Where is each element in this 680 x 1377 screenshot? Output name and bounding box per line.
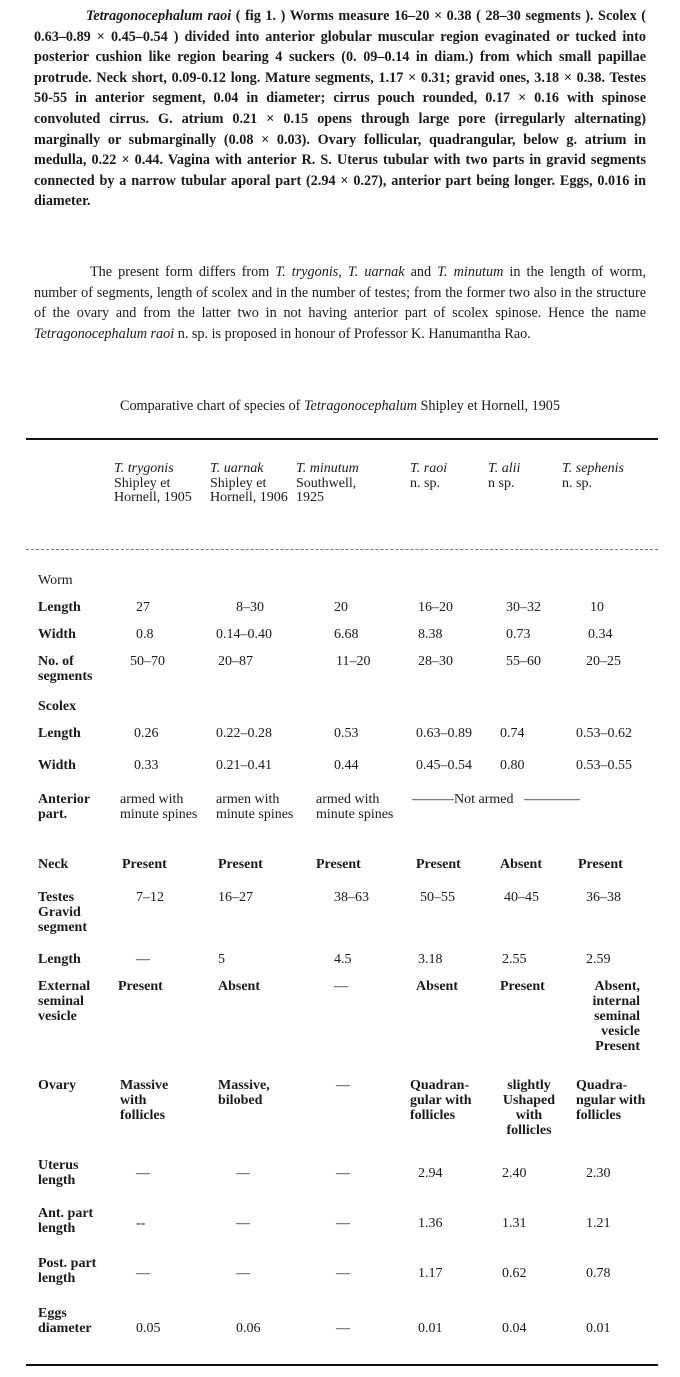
comparison-paragraph <box>34 262 646 344</box>
table-cell: 0.74 <box>500 726 525 741</box>
table-cell: Absent, internal seminal vesicle Present <box>592 979 640 1054</box>
row-label: Post. part length <box>38 1256 97 1286</box>
table-cell: — <box>334 979 348 994</box>
row-label: Ant. part length <box>38 1206 94 1236</box>
row-label: Width <box>38 758 76 773</box>
table-cell-span: ———Not armed ———— <box>412 792 580 807</box>
table-cell: 16–27 <box>218 890 253 905</box>
table-cell: 0.78 <box>586 1266 611 1281</box>
table-cell: Massive with follicles <box>120 1078 169 1123</box>
header-divider <box>26 549 658 550</box>
section-label: Worm <box>38 573 73 588</box>
table-cell: 2.94 <box>418 1166 443 1181</box>
table-cell: 55–60 <box>506 654 541 669</box>
table-cell: 20–87 <box>218 654 253 669</box>
comparison-text: and <box>404 264 438 280</box>
table-cell: 8.38 <box>418 627 443 642</box>
column-header: T. sephenis n. sp. <box>562 461 624 491</box>
table-cell: 50–55 <box>420 890 455 905</box>
table-cell: 2.30 <box>586 1166 611 1181</box>
table-cell: 16–20 <box>418 600 453 615</box>
row-label: Ovary <box>38 1078 77 1093</box>
table-cell: Present <box>122 857 167 872</box>
table-cell: slightly Ushaped with follicles <box>502 1078 556 1138</box>
table-cell: — <box>336 1216 350 1231</box>
table-cell: Absent <box>416 979 459 994</box>
table-cell: Present <box>316 857 361 872</box>
row-label: Uterus length <box>38 1158 79 1188</box>
column-header: T. raoi n. sp. <box>410 461 448 491</box>
comparison-text: n. sp. is proposed in honour of Professor K. Hanumantha Rao. <box>174 325 531 342</box>
table-cell: 2.59 <box>586 952 611 967</box>
table-top-rule <box>26 438 658 440</box>
table-cell: 0.01 <box>586 1321 611 1336</box>
table-cell: 0.80 <box>500 758 525 773</box>
table-cell: 50–70 <box>130 654 165 669</box>
table-cell: 0.06 <box>236 1321 261 1336</box>
table-cell: 0.05 <box>136 1321 161 1336</box>
table-cell: — <box>336 1266 350 1281</box>
table-cell: 1.21 <box>586 1216 611 1231</box>
comparison-text: in the length of worm, number of segments, length of scolex and in the number of testes; from the former two also in the structure of the ovary and from the latter two in not having anterior part of scolex spinose. Hence the name <box>34 264 646 322</box>
table-cell: 30–32 <box>506 600 541 615</box>
row-label: Neck <box>38 857 69 872</box>
table-cell: 0.04 <box>502 1321 527 1336</box>
species-ref: Tetragonocephalum raoi <box>34 325 175 342</box>
table-cell: — <box>136 952 150 967</box>
table-cell: 0.62 <box>502 1266 527 1281</box>
table-bottom-rule <box>26 1364 658 1366</box>
row-label: No. of segments <box>38 654 93 684</box>
table-cell: Quadran- gular with follicles <box>410 1078 472 1123</box>
description-text: ( fig 1. ) Worms measure 16–20 × 0.38 ( 28–30 segments ). Scolex ( 0.63–0.89 × 0.45–0.54 ) divided into anterior globular muscular region evaginated or tucked into posterior cushion like region bearing 4 suckers (0. 09–0.14 in diam.) from which small papillae protrude. Neck short, 0.09-0.12 long. Mature segments, 1.17 × 0.31; gravid ones, 3.18 × 0.38. Testes 50-55 in anterior segment, 0.04 in diameter; cirrus pouch rounded, 0.17 × 0.16 with spinose convoluted cirrus. G. atrium 0.21 × 0.15 opens through large pore (irregularly alternating) marginally or submarginally (0.08 × 0.03). Ovary follicular, quadrangular, below g. atrium in medulla, 0.22 × 0.44. Vagina with anterior R. S. Uterus tubular with two parts in gravid segments connected by a narrow tubular aporal part (2.94 × 0.27), anterior part being longer. Eggs, 0.016 in diameter. <box>34 8 646 210</box>
table-cell: 36–38 <box>586 890 621 905</box>
table-cell: armed with minute spines <box>316 792 394 822</box>
table-cell: 20–25 <box>586 654 621 669</box>
column-header: T. trygonis Shipley et Hornell, 1905 <box>114 461 192 505</box>
table-cell: 1.36 <box>418 1216 443 1231</box>
table-cell: armen with minute spines <box>216 792 294 822</box>
genus-name: Tetragonocephalum <box>303 398 417 414</box>
table-cell: 0.53–0.55 <box>576 758 632 773</box>
species-ref: T. minutum <box>437 264 504 280</box>
species-ref: T. trygonis, T. uarnak <box>275 264 405 280</box>
table-cell: 40–45 <box>504 890 539 905</box>
section-label: Scolex <box>38 699 77 714</box>
table-cell: 28–30 <box>418 654 453 669</box>
table-cell: 11–20 <box>336 654 371 669</box>
table-cell: 8–30 <box>236 600 264 615</box>
table-cell: 0.63–0.89 <box>416 726 472 741</box>
column-header: T. uarnak Shipley et Hornell, 1906 <box>210 461 288 505</box>
column-header: T. alii n sp. <box>488 461 521 491</box>
table-cell: — <box>236 1216 250 1231</box>
table-cell: 0.53 <box>334 726 359 741</box>
row-label: Testes Gravid segment <box>38 890 87 935</box>
table-cell: 0.53–0.62 <box>576 726 632 741</box>
table-cell: 0.14–0.40 <box>216 627 272 642</box>
table-cell: — <box>136 1166 150 1181</box>
table-cell: 1.31 <box>502 1216 527 1231</box>
table-cell: 2.55 <box>502 952 527 967</box>
table-cell: Massive, bilobed <box>218 1078 270 1108</box>
table-cell: — <box>336 1321 350 1336</box>
table-cell: 2.40 <box>502 1166 527 1181</box>
table-cell: 6.68 <box>334 627 359 642</box>
table-cell: 38–63 <box>334 890 369 905</box>
table-cell: Absent <box>218 979 261 994</box>
row-label: Width <box>38 627 76 642</box>
row-label: Anterior part. <box>38 792 90 822</box>
table-cell: 4.5 <box>334 952 352 967</box>
table-cell: 3.18 <box>418 952 443 967</box>
table-cell: — <box>236 1266 250 1281</box>
column-header: T. minutum Southwell, 1925 <box>296 461 359 505</box>
table-cell: 0.44 <box>334 758 359 773</box>
table-cell: 0.21–0.41 <box>216 758 272 773</box>
table-cell: 0.73 <box>506 627 531 642</box>
table-cell: Present <box>416 857 461 872</box>
table-cell: 0.26 <box>134 726 159 741</box>
table-cell: 0.22–0.28 <box>216 726 272 741</box>
table-cell: -- <box>136 1216 146 1231</box>
table-cell: — <box>136 1266 150 1281</box>
table-cell: 1.17 <box>418 1266 443 1281</box>
table-cell: 0.01 <box>418 1321 443 1336</box>
table-cell: 7–12 <box>136 890 164 905</box>
table-cell: 0.45–0.54 <box>416 758 472 773</box>
table-cell: 5 <box>218 952 225 967</box>
table-cell: — <box>336 1078 350 1093</box>
description-paragraph <box>34 6 646 212</box>
table-cell: 27 <box>136 600 150 615</box>
table-cell: 10 <box>590 600 604 615</box>
table-cell: 0.8 <box>136 627 154 642</box>
table-cell: 20 <box>334 600 348 615</box>
table-cell: — <box>336 1166 350 1181</box>
table-cell: Quadra- ngular with follicles <box>576 1078 646 1123</box>
row-label: Length <box>38 726 81 741</box>
row-label: Length <box>38 952 81 967</box>
table-cell: Absent <box>500 857 543 872</box>
table-cell: Present <box>218 857 263 872</box>
table-cell: armed with minute spines <box>120 792 198 822</box>
table-caption: Comparative chart of species of Tetragonocephalum Shipley et Hornell, 1905 <box>119 398 560 414</box>
comparison-text: The present form differs from <box>90 264 276 280</box>
row-label: External seminal vesicle <box>38 979 91 1024</box>
table-cell: — <box>236 1166 250 1181</box>
table-cell: 0.34 <box>588 627 613 642</box>
table-cell: Present <box>500 979 545 994</box>
table-cell: Present <box>118 979 163 994</box>
row-label: Length <box>38 600 81 615</box>
table-cell: Present <box>578 857 623 872</box>
table-cell: 0.33 <box>134 758 159 773</box>
row-label: Eggs diameter <box>38 1306 92 1336</box>
species-name: Tetragonocephalum raoi <box>86 8 232 24</box>
